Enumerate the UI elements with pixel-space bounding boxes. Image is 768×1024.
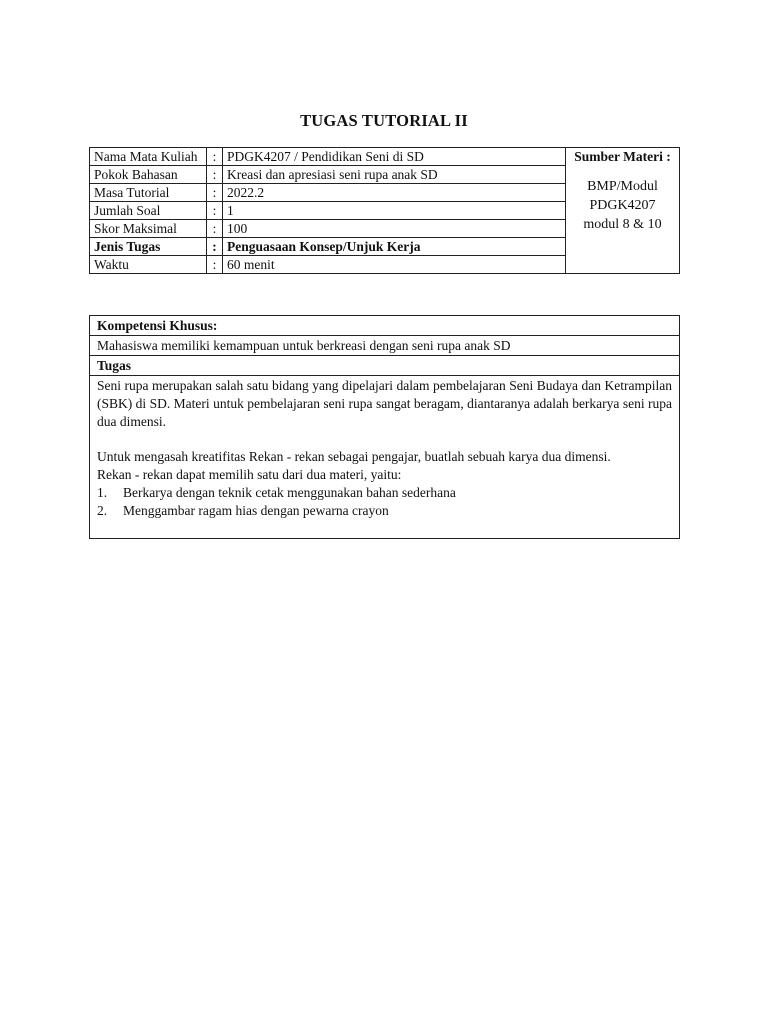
colon: : — [207, 256, 223, 274]
colon: : — [207, 184, 223, 202]
colon: : — [207, 238, 223, 256]
source-material-line: BMP/Modul — [587, 179, 658, 194]
task-type-value: Penguasaan Konsep/Unjuk Kerja — [223, 238, 566, 256]
colon: : — [207, 166, 223, 184]
tutorial-period-value: 2022.2 — [223, 184, 566, 202]
table-row — [90, 316, 680, 336]
duration-value: 60 menit — [223, 256, 566, 274]
list-item-text: Berkarya dengan teknik cetak menggunakan bahan sederhana — [123, 485, 456, 500]
task-options-list — [97, 484, 672, 520]
task-body — [90, 376, 680, 539]
task-paragraph — [97, 448, 672, 484]
duration-label: Waktu — [90, 256, 207, 274]
topic-label: Pokok Bahasan — [90, 166, 207, 184]
list-item — [97, 484, 672, 502]
task-paragraph-line: Rekan - rekan dapat memilih satu dari dua materi, yaitu: — [97, 467, 402, 482]
colon: : — [207, 202, 223, 220]
task-table — [89, 315, 680, 539]
source-material-line: PDGK4207 — [589, 198, 656, 213]
source-material-text — [569, 177, 676, 234]
table-row — [90, 336, 680, 356]
table-row — [90, 356, 680, 376]
course-name-value: PDGK4207 / Pendidikan Seni di SD — [223, 148, 566, 166]
task-paragraph-line: Untuk mengasah kreatifitas Rekan - rekan sebagai pengajar, buatlah sebuah karya dua dimensi. — [97, 449, 611, 464]
source-material-heading: Sumber Materi : — [574, 149, 671, 164]
question-count-value: 1 — [223, 202, 566, 220]
task-type-label: Jenis Tugas — [90, 238, 207, 256]
task-paragraph: Seni rupa merupakan salah satu bidang yang dipelajari dalam pembelajaran Seni Budaya dan Ketrampilan (SBK) di SD. Materi untuk pembelajaran seni rupa sangat beragam, diantaranya adalah berkarya seni rupa dua dimensi. — [97, 378, 672, 429]
tutorial-period-label: Masa Tutorial — [90, 184, 207, 202]
competency-text: Mahasiswa memiliki kemampuan untuk berkreasi dengan seni rupa anak SD — [90, 336, 680, 356]
topic-value: Kreasi dan apresiasi seni rupa anak SD — [223, 166, 566, 184]
list-item-number: 1. — [97, 485, 108, 500]
course-info-table — [89, 147, 680, 274]
table-row — [90, 148, 680, 166]
page-title: TUGAS TUTORIAL II — [300, 111, 468, 130]
task-heading: Tugas — [90, 356, 680, 376]
max-score-label: Skor Maksimal — [90, 220, 207, 238]
competency-heading: Kompetensi Khusus: — [90, 316, 680, 336]
colon: : — [207, 148, 223, 166]
list-item-text: Menggambar ragam hias dengan pewarna crayon — [123, 503, 389, 518]
course-name-label: Nama Mata Kuliah — [90, 148, 207, 166]
colon: : — [207, 220, 223, 238]
list-item-number: 2. — [97, 503, 108, 518]
source-material-line: modul 8 & 10 — [583, 217, 662, 232]
max-score-value: 100 — [223, 220, 566, 238]
table-row — [90, 376, 680, 539]
source-material-cell — [566, 148, 680, 274]
question-count-label: Jumlah Soal — [90, 202, 207, 220]
list-item — [97, 502, 672, 520]
